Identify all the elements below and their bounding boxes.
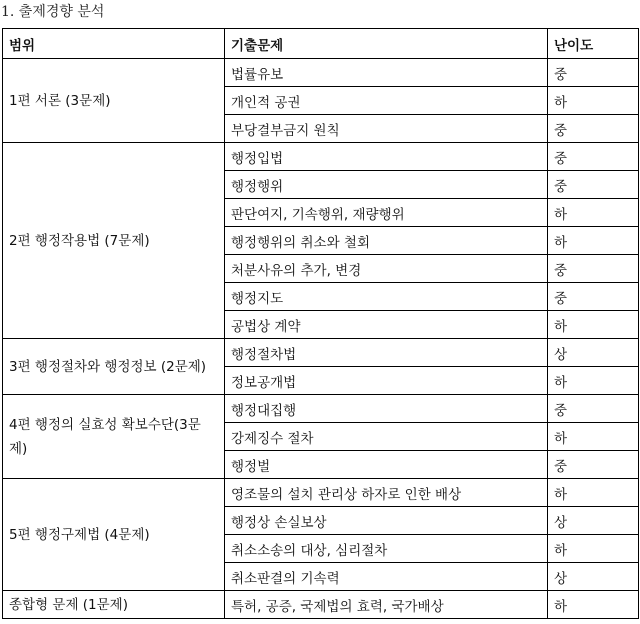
difficulty-cell: 상: [548, 339, 639, 367]
difficulty-cell: 중: [548, 115, 639, 143]
question-cell: 행정벌: [225, 451, 548, 479]
question-cell: 부당결부금지 원칙: [225, 115, 548, 143]
difficulty-cell: 중: [548, 283, 639, 311]
question-header: 기출문제: [225, 29, 548, 59]
question-cell: 정보공개법: [225, 367, 548, 395]
scope-cell: 종합형 문제 (1문제): [3, 591, 225, 619]
difficulty-cell: 상: [548, 563, 639, 591]
question-cell: 공법상 계약: [225, 311, 548, 339]
question-cell: 행정입법: [225, 143, 548, 171]
question-cell: 강제징수 절차: [225, 423, 548, 451]
table-row: [3, 591, 639, 619]
difficulty-cell: 하: [548, 423, 639, 451]
question-cell: 개인적 공권: [225, 87, 548, 115]
question-cell: 행정절차법: [225, 339, 548, 367]
scope-cell: 3편 행정절차와 행정정보 (2문제): [3, 339, 225, 395]
table-row: [3, 395, 639, 423]
question-cell: 판단여지, 기속행위, 재량행위: [225, 199, 548, 227]
question-cell: 행정대집행: [225, 395, 548, 423]
table-row: [3, 339, 639, 367]
question-cell: 영조물의 설치 관리상 하자로 인한 배상: [225, 479, 548, 507]
difficulty-cell: 중: [548, 255, 639, 283]
question-cell: 행정행위의 취소와 철회: [225, 227, 548, 255]
table-row: [3, 143, 639, 171]
table-body: [3, 59, 639, 619]
question-cell: 행정행위: [225, 171, 548, 199]
table-row: [3, 479, 639, 507]
difficulty-cell: 하: [548, 87, 639, 115]
exam-trend-table: [2, 28, 639, 619]
difficulty-cell: 하: [548, 535, 639, 563]
table-row: [3, 59, 639, 87]
difficulty-cell: 하: [548, 227, 639, 255]
difficulty-cell: 하: [548, 591, 639, 619]
question-cell: 특허, 공증, 국제법의 효력, 국가배상: [225, 591, 548, 619]
scope-cell: 4편 행정의 실효성 확보수단(3문제): [3, 395, 225, 479]
question-cell: 취소소송의 대상, 심리절차: [225, 535, 548, 563]
difficulty-header: 난이도: [548, 29, 639, 59]
difficulty-cell: 하: [548, 479, 639, 507]
difficulty-cell: 중: [548, 451, 639, 479]
difficulty-cell: 하: [548, 199, 639, 227]
question-cell: 행정지도: [225, 283, 548, 311]
scope-cell: 5편 행정구제법 (4문제): [3, 479, 225, 591]
scope-header: 범위: [3, 29, 225, 59]
difficulty-cell: 중: [548, 171, 639, 199]
question-cell: 처분사유의 추가, 변경: [225, 255, 548, 283]
section-heading: 1. 출제경향 분석: [1, 4, 105, 20]
difficulty-cell: 중: [548, 395, 639, 423]
table-header-row: [3, 29, 639, 59]
difficulty-cell: 중: [548, 143, 639, 171]
question-cell: 행정상 손실보상: [225, 507, 548, 535]
difficulty-cell: 하: [548, 367, 639, 395]
scope-cell: 2편 행정작용법 (7문제): [3, 143, 225, 339]
difficulty-cell: 상: [548, 507, 639, 535]
question-cell: 취소판결의 기속력: [225, 563, 548, 591]
difficulty-cell: 하: [548, 311, 639, 339]
scope-cell: 1편 서론 (3문제): [3, 59, 225, 143]
difficulty-cell: 중: [548, 59, 639, 87]
question-cell: 법률유보: [225, 59, 548, 87]
